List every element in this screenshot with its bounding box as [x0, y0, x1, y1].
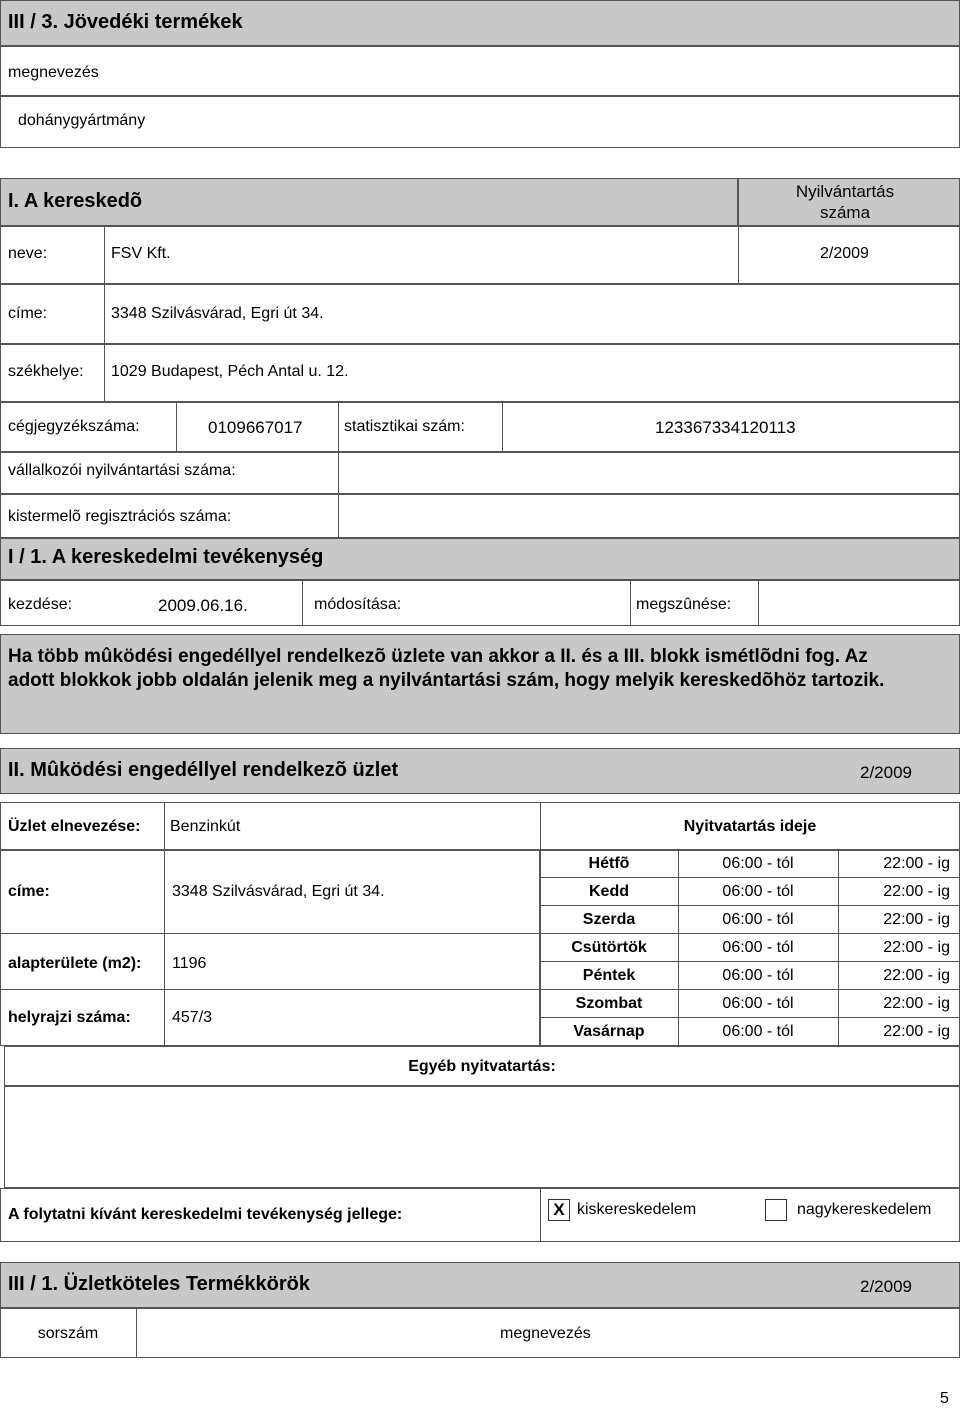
hours-to: 22:00 - ig	[883, 911, 950, 928]
activity-start-value: 2009.06.16.	[158, 596, 248, 615]
shop-address-label: címe:	[8, 883, 50, 900]
retail-label: kiskereskedelem	[577, 1201, 697, 1218]
shop-area-value: 1196	[172, 955, 207, 972]
shop-address-value: 3348 Szilvásvárad, Egri út 34.	[172, 883, 385, 900]
divider	[0, 989, 540, 990]
shop-title: II. Mûködési engedéllyel rendelkezõ üzlet	[8, 759, 399, 781]
divider	[540, 1188, 541, 1242]
hours-from: 06:00 - tól	[722, 967, 794, 984]
divider	[104, 284, 105, 344]
trader-seat-value: 1029 Budapest, Péch Antal u. 12.	[111, 363, 349, 380]
farmer-label: kistermelõ regisztrációs száma:	[8, 508, 232, 525]
products-section-title: III / 3. Jövedéki termékek	[8, 11, 243, 33]
wholesale-label: nagykereskedelem	[797, 1201, 932, 1218]
hours-day: Csütörtök	[571, 939, 647, 956]
company-reg-value: 0109667017	[208, 418, 303, 437]
wholesale-checkbox[interactable]	[765, 1199, 787, 1221]
trader-name-label: neve:	[8, 245, 48, 262]
stat-number-label: statisztikai szám:	[344, 418, 465, 435]
divider	[302, 580, 303, 626]
other-hours-value-box	[4, 1086, 960, 1188]
hours-to: 22:00 - ig	[883, 855, 950, 872]
divider	[0, 933, 540, 934]
hours-day: Szerda	[582, 911, 636, 928]
divider	[540, 877, 960, 878]
divider	[540, 933, 960, 934]
shop-lot-value: 457/3	[172, 1009, 213, 1026]
product-groups-title: III / 1. Üzletköteles Termékkörök	[8, 1273, 310, 1295]
shop-registry-number: 2/2009	[860, 763, 912, 782]
product-groups-registry-number: 2/2009	[860, 1277, 912, 1296]
divider	[540, 1017, 960, 1018]
divider	[164, 850, 165, 1046]
divider	[136, 1308, 137, 1358]
shop-name-label: Üzlet elnevezése:	[8, 818, 141, 835]
hours-day: Szombat	[575, 995, 643, 1012]
shop-lot-label: helyrajzi száma:	[8, 1009, 131, 1026]
divider	[540, 961, 960, 962]
page-number: 5	[940, 1390, 949, 1407]
hours-from: 06:00 - tól	[722, 939, 794, 956]
divider	[338, 402, 339, 452]
hours-from: 06:00 - tól	[722, 855, 794, 872]
divider	[164, 802, 165, 850]
hours-to: 22:00 - ig	[883, 1023, 950, 1040]
shop-name-value: Benzinkút	[170, 818, 241, 835]
hours-from: 06:00 - tól	[722, 995, 794, 1012]
activity-modify-label: módosítása:	[314, 596, 402, 613]
activity-title: I / 1. A kereskedelmi tevékenység	[8, 546, 324, 568]
trader-seat-label: székhelye:	[8, 363, 84, 380]
products-name-label-row	[0, 46, 960, 96]
notice-text: Ha több mûködési engedéllyel rendelkezõ üzlete van akkor a II. és a III. blokk ismétlõdni fog. Az adott blokkok jobb oldalán jelenik meg a nyilvántartási szám, hogy melyik kereskedõhöz tartozik.	[8, 646, 885, 691]
stat-number-value: 123367334120113	[655, 418, 796, 437]
trader-address-label: címe:	[8, 305, 48, 322]
other-hours-label: Egyéb nyitvatartás:	[408, 1058, 556, 1075]
activity-end-label: megszûnése:	[636, 596, 732, 613]
divider	[630, 580, 631, 626]
shop-area-label: alapterülete (m2):	[8, 955, 142, 972]
divider	[176, 402, 177, 452]
column-number-header: sorszám	[37, 1325, 99, 1342]
hours-to: 22:00 - ig	[883, 939, 950, 956]
hours-day: Kedd	[589, 883, 629, 900]
divider	[540, 905, 960, 906]
divider	[104, 344, 105, 402]
hours-day: Hétfõ	[588, 855, 630, 872]
divider	[502, 402, 503, 452]
entrepreneur-label: vállalkozói nyilvántartási száma:	[8, 462, 236, 479]
company-reg-label: cégjegyzékszáma:	[8, 418, 140, 435]
registry-header-label: Nyilvántartás száma	[795, 182, 895, 222]
products-name-value: dohánygyártmány	[18, 112, 146, 129]
products-name-label: megnevezés	[8, 64, 99, 81]
hours-day: Péntek	[582, 967, 636, 984]
hours-to: 22:00 - ig	[883, 883, 950, 900]
registry-number: 2/2009	[820, 245, 869, 262]
divider	[758, 580, 759, 626]
divider	[738, 226, 739, 284]
activity-dates-row	[0, 580, 960, 626]
divider	[104, 226, 105, 284]
hours-header: Nyitvatartás ideje	[683, 818, 817, 835]
hours-from: 06:00 - tól	[722, 883, 794, 900]
divider	[540, 989, 960, 990]
divider	[338, 494, 339, 538]
product-groups-columns-row	[0, 1308, 960, 1358]
hours-from: 06:00 - tól	[722, 1023, 794, 1040]
trader-address-value: 3348 Szilvásvárad, Egri út 34.	[111, 305, 324, 322]
company-reg-row	[0, 402, 960, 452]
activity-type-label: A folytatni kívánt kereskedelmi tevékenység jellege:	[8, 1206, 403, 1223]
trader-title: I. A kereskedõ	[8, 190, 143, 212]
hours-to: 22:00 - ig	[883, 967, 950, 984]
hours-from: 06:00 - tól	[722, 911, 794, 928]
trader-name-value: FSV Kft.	[111, 245, 171, 262]
divider	[338, 452, 339, 494]
column-name-header: megnevezés	[500, 1325, 591, 1342]
retail-checkbox[interactable]: X	[548, 1199, 570, 1221]
activity-start-label: kezdése:	[8, 596, 73, 613]
hours-to: 22:00 - ig	[883, 995, 950, 1012]
hours-day: Vasárnap	[573, 1023, 645, 1040]
